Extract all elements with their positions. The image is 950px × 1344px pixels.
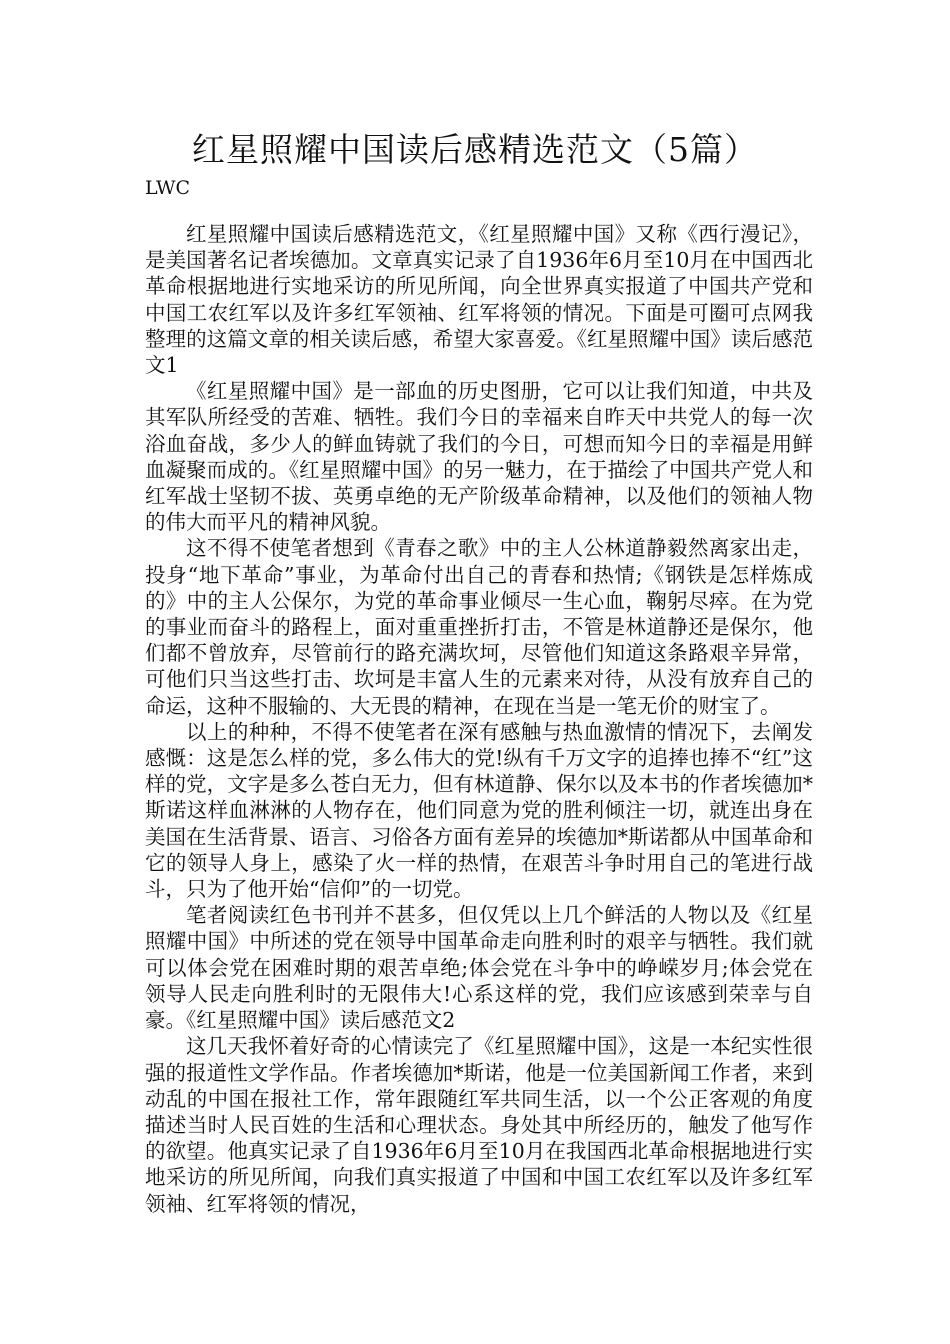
paragraph: 这几天我怀着好奇的心情读完了《红星照耀中国》，这是一本纪实性很强的报道性文学作品。作者埃德加*斯诺，他是一位美国新闻工作者，来到动乱的中国在报社工作，常年跟随红军共同生活，以一个公正客观的角度描述当时人民百姓的生活和心理状态。身处其中所经历的，触发了他写作的欲望。他真实记录了自1936年6月至10月在我国西北革命根据地进行实地采访的所见所闻，向我们真实报道了中国和中国工农红军以及许多红军领袖、红军将领的情况， [145,1034,813,1216]
document-author: LWC [145,177,191,199]
paragraph: 红星照耀中国读后感精选范文，《红星照耀中国》又称《西行漫记》，是美国著名记者埃德加。文章真实记录了自1936年6月至10月在中国西北革命根据地进行实地采访的所见所闻，向全世界真实报道了中国共产党和中国工农红军以及许多红军领袖、红军将领的情况。下面是可圈可点网我整理的这篇文章的相关读后感，希望大家喜爱。《红星照耀中国》读后感范文1 [145,222,813,378]
document-body [145,221,813,1217]
paragraph: 《红星照耀中国》是一部血的历史图册，它可以让我们知道，中共及其军队所经受的苦难、牺牲。我们今日的幸福来自昨天中共党人的每一次浴血奋战，多少人的鲜血铸就了我们的今日，可想而知今日的幸福是用鲜血凝聚而成的。《红星照耀中国》的另一魅力，在于描绘了中国共产党人和红军战士坚韧不拔、英勇卓绝的无产阶级革命精神，以及他们的领袖人物的伟大而平凡的精神风貌。 [145,379,813,535]
document-title: 红星照耀中国读后感精选范文（5篇） [192,130,758,169]
paragraph: 以上的种种，不得不使笔者在深有感触与热血激情的情况下，去阐发感慨：这是怎么样的党，多么伟大的党!纵有千万文字的追捧也捧不“红”这样的党，文字是多么苍白无力，但有林道静、保尔以及本书的作者埃德加*斯诺这样血淋淋的人物存在，他们同意为党的胜利倾注一切，就连出身在美国在生活背景、语言、习俗各方面有差异的埃德加*斯诺都从中国革命和它的领导人身上，感染了火一样的热情，在艰苦斗争时用自己的笔进行战斗，只为了他开始“信仰”的一切党。 [145,719,813,902]
paragraph: 这不得不使笔者想到《青春之歌》中的主人公林道静毅然离家出走，投身“地下革命”事业，为革命付出自己的青春和热情;《钢铁是怎样炼成的》中的主人公保尔，为党的革命事业倾尽一生心血，鞠躬尽瘁。在为党的事业而奋斗的路程上，面对重重挫折打击，不管是林道静还是保尔，他们都不曾放弃，尽管前行的路充满坎坷，尽管他们知道这条路艰辛异常，可他们只当这些打击、坎坷是丰富人生的元素来对待，从没有放弃自己的命运，这种不服输的、大无畏的精神，在现在当是一笔无价的财宝了。 [145,536,813,718]
paragraph: 笔者阅读红色书刊并不甚多，但仅凭以上几个鲜活的人物以及《红星照耀中国》中所述的党在领导中国革命走向胜利时的艰辛与牺牲。我们就可以体会党在困难时期的艰苦卓绝;体会党在斗争中的峥嵘岁月;体会党在领导人民走向胜利时的无限伟大!心系这样的党，我们应该感到荣幸与自豪。《红星照耀中国》读后感范文2 [145,903,813,1033]
